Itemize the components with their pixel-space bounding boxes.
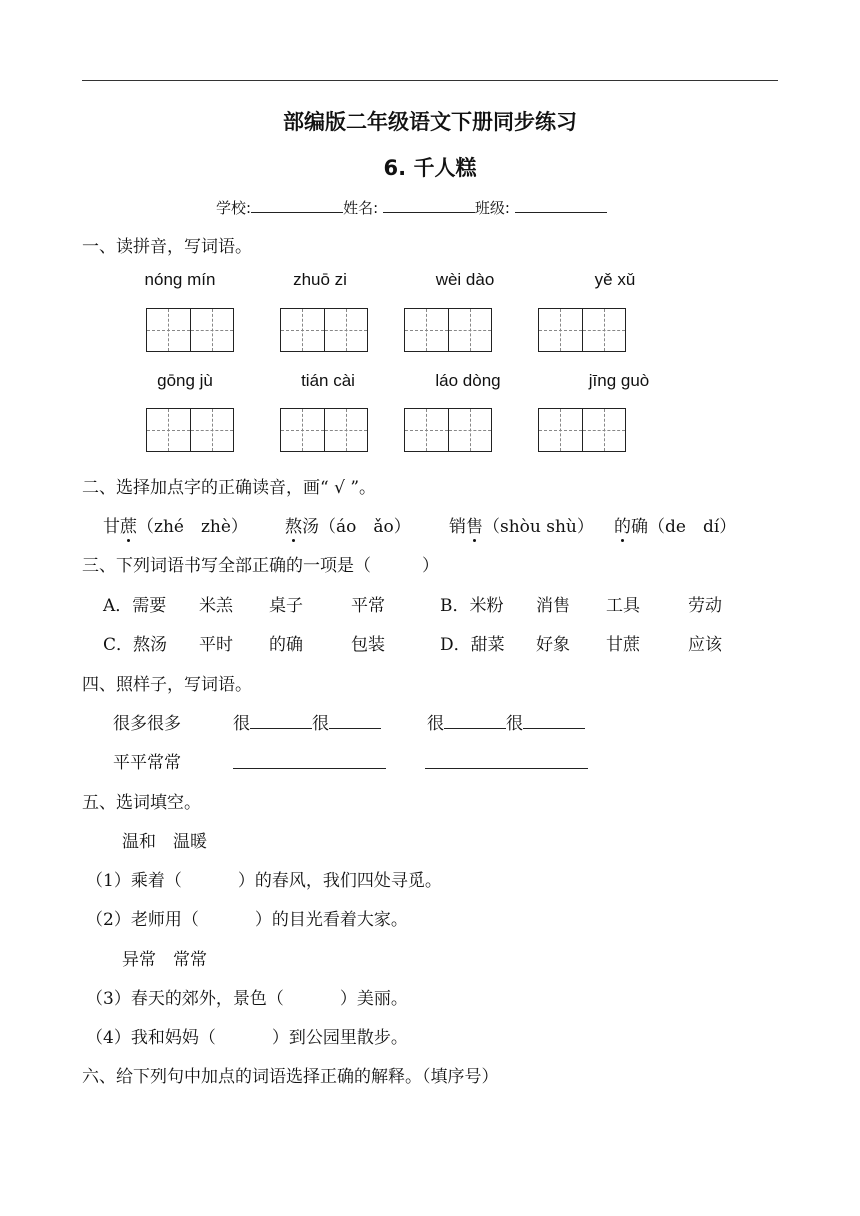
word-choices-1: 温和 温暖 [122,832,207,852]
item1-pre: 甘 [103,517,120,537]
blank-1b[interactable] [329,712,381,729]
word-choices-2: 异常 常常 [122,950,207,970]
pinyin-6: tián cài [301,371,355,390]
blank-1a[interactable] [250,712,312,729]
reading-item-4[interactable] [614,512,736,537]
section1-heading: 一、读拼音，写词语。 [82,237,252,257]
writing-grid-1[interactable] [146,308,234,352]
section2-heading: 二、选择加点字的正确读音，画“ √ ”。 [82,478,377,498]
blank-3[interactable] [233,751,386,769]
q3-prefix: （3）春天的郊外，景色（ [86,989,284,1009]
q3-suffix: ）美丽。 [339,989,408,1009]
question-4 [86,1023,408,1048]
option-c-word-4: 包装 [351,635,385,655]
item1-dotted-char: 蔗 [120,512,137,537]
q2-prefix: （2）老师用（ [86,910,199,930]
option-a-word-2: 米羔 [199,596,233,616]
top-rule [82,80,778,81]
school-label: 学校: [216,199,252,217]
writing-grid-6[interactable] [280,408,368,452]
writing-grid-8[interactable] [538,408,626,452]
pinyin-1: nóng mín [144,270,216,289]
name-label: 姓名: [343,199,379,217]
option-b-word-3: 工具 [606,596,640,616]
section4-heading: 四、照样子，写词语。 [82,675,252,695]
reading-item-2[interactable] [285,512,411,537]
item3-dotted-char: 售 [466,512,483,537]
item3-pre: 销 [449,517,466,537]
item4-options: 确（de dí） [631,517,737,537]
blank-2b[interactable] [523,712,585,729]
item3-options: （shòu shù） [483,517,594,537]
reading-item-1[interactable] [103,512,248,537]
blank-2a[interactable] [444,712,506,729]
option-c-word-2: 平时 [199,635,233,655]
item2-options: 汤（áo ǎo） [302,517,411,537]
option-c-word-3: 的确 [269,635,303,655]
option-b-label[interactable]: B．米粉 [440,596,504,616]
blank-4[interactable] [425,751,588,769]
question-1 [86,866,442,891]
pinyin-3: wèi dào [435,270,495,289]
writing-grid-2[interactable] [280,308,368,352]
example-1: 很多很多 [113,714,181,734]
option-d-label[interactable]: D．甜菜 [440,635,505,655]
option-c-label[interactable]: C．熬汤 [103,635,168,655]
hen-char: 很 [506,714,523,734]
q4-prefix: （4）我和妈妈（ [86,1028,216,1048]
pinyin-8: jīng guò [588,371,650,390]
writing-grid-7[interactable] [404,408,492,452]
option-d-word-2: 好象 [536,635,570,655]
hen-char: 很 [427,714,444,734]
page-title: 部编版二年级语文下册同步练习 [283,110,577,134]
pinyin-4: yě xǔ [594,270,636,289]
hen-char: 很 [233,714,250,734]
q2-suffix: ）的目光看着大家。 [254,910,408,930]
q1-suffix: ）的春风，我们四处寻觅。 [237,871,442,891]
section5-heading: 五、选词填空。 [82,793,201,813]
class-field[interactable] [515,198,607,213]
name-field[interactable] [383,198,475,213]
question-2 [86,905,408,930]
option-d-word-4: 应该 [688,635,722,655]
pinyin-5: gōng jù [157,371,213,390]
section3-heading: 三、下列词语书写全部正确的一项是（ ） [82,556,439,576]
pattern-2 [427,709,585,734]
pinyin-2: zhuō zi [293,270,347,289]
writing-grid-3[interactable] [404,308,492,352]
option-d-word-3: 甘蔗 [606,635,640,655]
school-field[interactable] [251,198,343,213]
q1-prefix: （1）乘着（ [86,871,182,891]
pinyin-7: láo dòng [435,371,501,390]
option-b-word-4: 劳动 [688,596,722,616]
section6-heading: 六、给下列句中加点的词语选择正确的解释。（填序号） [82,1067,499,1087]
item4-dotted-char: 的 [614,512,631,537]
option-a-word-4: 平常 [351,596,385,616]
item1-options: （zhé zhè） [137,517,248,537]
student-info-line [216,197,607,218]
reading-item-3[interactable] [449,512,594,537]
lesson-title: 6. 千人糕 [383,156,477,180]
question-3 [86,984,408,1009]
writing-grid-5[interactable] [146,408,234,452]
option-a-label[interactable]: A．需要 [103,596,167,616]
hen-char: 很 [312,714,329,734]
option-a-word-3: 桌子 [269,596,303,616]
q4-suffix: ）到公园里散步。 [271,1028,408,1048]
example-2: 平平常常 [113,753,181,773]
item2-dotted-char: 熬 [285,512,302,537]
class-label: 班级: [474,199,510,217]
pattern-1 [233,709,381,734]
option-b-word-2: 消售 [536,596,570,616]
writing-grid-4[interactable] [538,308,626,352]
